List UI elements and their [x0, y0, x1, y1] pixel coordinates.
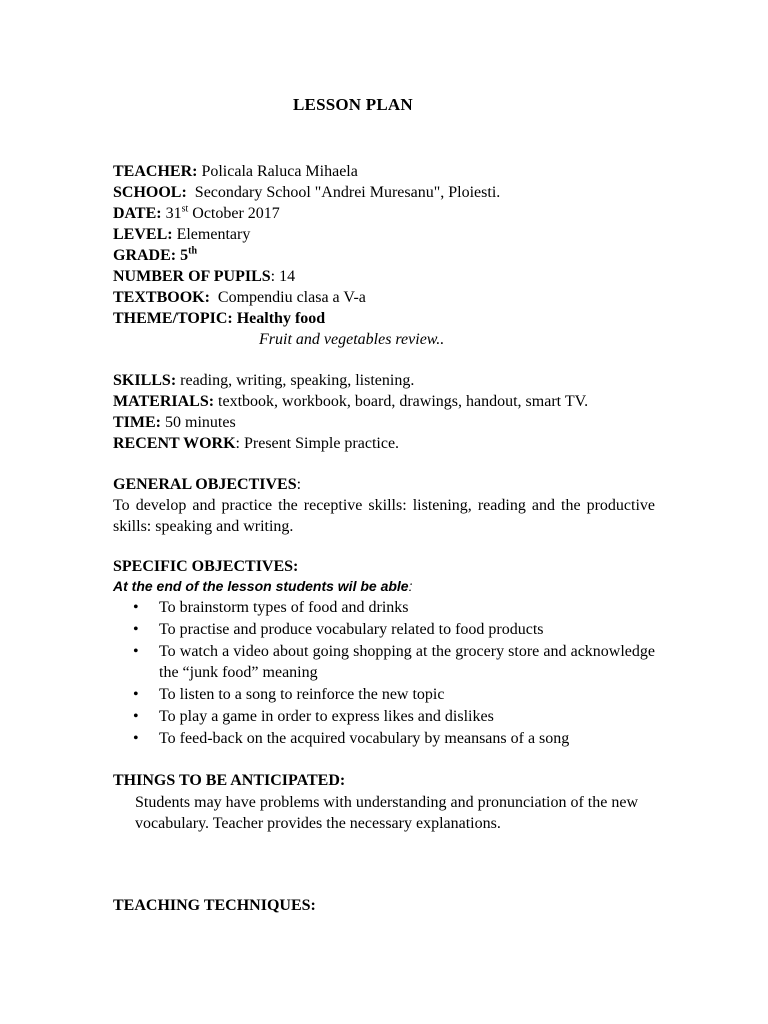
textbook-value: Compendiu clasa a V-a: [209, 289, 366, 306]
specific-objectives-intro: [113, 577, 412, 595]
theme-value: Healthy food: [232, 310, 326, 327]
time-line: [113, 413, 236, 433]
bullet-icon: •: [133, 621, 139, 638]
document-page: [113, 0, 655, 1024]
bullet-icon: •: [133, 708, 139, 725]
recent-work-value: : Present Simple practice.: [235, 435, 400, 452]
list-item: [113, 619, 655, 640]
recent-work-line: [113, 434, 399, 454]
grade-label: GRADE: 5: [113, 247, 189, 264]
list-item: [113, 728, 655, 749]
skills-value: reading, writing, speaking, listening.: [176, 372, 415, 389]
bullet-icon: •: [133, 643, 139, 660]
pupils-line: [113, 267, 295, 287]
date-suffix: st: [181, 203, 189, 215]
level-label: LEVEL:: [113, 226, 173, 243]
textbook-line: [113, 288, 366, 308]
school-value: Secondary School "Andrei Muresanu", Ploiesti.: [186, 184, 501, 201]
list-item: [113, 641, 655, 683]
materials-line: [113, 392, 588, 412]
specific-objectives-heading: SPECIFIC OBJECTIVES:: [113, 558, 299, 575]
materials-label: MATERIALS:: [113, 393, 215, 410]
pupils-label: NUMBER OF PUPILS: [113, 268, 271, 285]
time-label: TIME:: [113, 414, 161, 431]
list-item-text: To play a game in order to express likes and dislikes: [159, 708, 494, 725]
anticipated-heading: THINGS TO BE ANTICIPATED:: [113, 772, 346, 789]
general-objectives-label: GENERAL OBJECTIVES: [113, 476, 297, 493]
skills-line: [113, 371, 414, 391]
school-line: [113, 183, 500, 203]
list-item: [113, 597, 655, 618]
date-day: 31: [161, 205, 182, 222]
teacher-value: Policala Raluca Mihaela: [197, 163, 358, 180]
bullet-icon: •: [133, 730, 139, 747]
list-item-text: To feed-back on the acquired vocabulary by meansans of a song: [159, 730, 570, 747]
objectives-list: [113, 597, 655, 750]
level-value: Elementary: [172, 226, 251, 243]
recent-work-label: RECENT WORK: [113, 435, 236, 452]
list-item: [113, 684, 655, 705]
page-title: LESSON PLAN: [293, 95, 413, 114]
teacher-line: [113, 162, 358, 182]
list-item: [113, 706, 655, 727]
general-objectives-heading: [113, 475, 301, 495]
anticipated-text: Students may have problems with understanding and pronunciation of the new vocabulary. Teacher provides the necessary explanations.: [135, 794, 639, 832]
general-objectives-text: To develop and practice the receptive skills: listening, reading and the productive skills: speaking and writing.: [113, 497, 655, 535]
materials-value: textbook, workbook, board, drawings, handout, smart TV.: [214, 393, 589, 410]
textbook-label: TEXTBOOK:: [113, 289, 210, 306]
list-item-text: To watch a video about going shopping at the grocery store and acknowledge the “junk food” meaning: [159, 643, 655, 681]
level-line: [113, 225, 250, 245]
specific-objectives-intro-colon: :: [408, 578, 413, 594]
date-rest: October 2017: [188, 205, 280, 222]
school-label: SCHOOL:: [113, 184, 187, 201]
theme-label: THEME/TOPIC:: [113, 310, 233, 327]
list-item-text: To practise and produce vocabulary related to food products: [159, 621, 544, 638]
skills-label: SKILLS:: [113, 372, 177, 389]
teacher-label: TEACHER:: [113, 163, 198, 180]
pupils-value: : 14: [270, 268, 296, 285]
teaching-techniques-heading: TEACHING TECHNIQUES:: [113, 897, 316, 914]
time-value: 50 minutes: [161, 414, 236, 431]
bullet-icon: •: [133, 599, 139, 616]
general-objectives-colon: :: [296, 476, 302, 493]
specific-objectives-intro-text: At the end of the lesson students wil be able: [113, 578, 409, 594]
date-label: DATE:: [113, 205, 162, 222]
date-line: [113, 204, 280, 224]
list-item-text: To brainstorm types of food and drinks: [159, 599, 409, 616]
list-item-text: To listen to a song to reinforce the new topic: [159, 686, 445, 703]
theme-line: [113, 309, 325, 329]
grade-line: [113, 246, 197, 266]
bullet-icon: •: [133, 686, 139, 703]
theme-subtopic: Fruit and vegetables review..: [259, 331, 445, 348]
grade-suffix: th: [188, 245, 198, 257]
